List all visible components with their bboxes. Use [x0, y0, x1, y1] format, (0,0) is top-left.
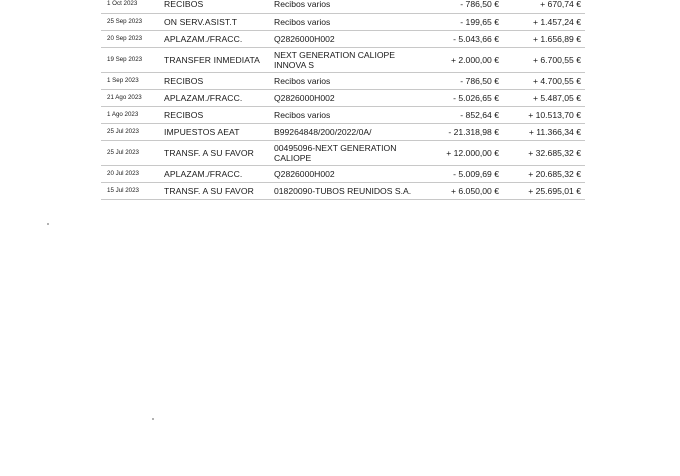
row-amount: - 199,65 €	[421, 13, 502, 30]
row-balance: + 6.700,55 €	[502, 47, 585, 72]
row-date: 25 Jul 2023	[101, 140, 164, 165]
row-detail: Recibos varios	[274, 13, 421, 30]
row-concept: TRANSFER INMEDIATA	[164, 47, 274, 72]
row-balance: + 25.695,01 €	[502, 182, 585, 199]
row-amount: - 5.026,65 €	[421, 89, 502, 106]
row-detail: Q2826000H002	[274, 30, 421, 47]
row-concept: APLAZAM./FRACC.	[164, 89, 274, 106]
row-amount: + 2.000,00 €	[421, 47, 502, 72]
scan-speck	[152, 418, 154, 420]
table-row	[101, 140, 585, 165]
row-concept: TRANSF. A SU FAVOR	[164, 140, 274, 165]
row-date: 1 Ago 2023	[101, 106, 164, 123]
row-detail: 00495096-NEXT GENERATION CALIOPE	[274, 140, 421, 165]
row-amount: + 12.000,00 €	[421, 140, 502, 165]
table-row	[101, 89, 585, 106]
row-concept: RECIBOS	[164, 72, 274, 89]
row-detail: Recibos varios	[274, 106, 421, 123]
row-balance: + 5.487,05 €	[502, 89, 585, 106]
row-balance: + 32.685,32 €	[502, 140, 585, 165]
row-amount: - 21.318,98 €	[421, 123, 502, 140]
row-date: 1 Oct 2023	[101, 0, 164, 13]
row-amount: - 786,50 €	[421, 0, 502, 13]
row-balance: + 1.457,24 €	[502, 13, 585, 30]
scan-speck	[47, 223, 49, 225]
table-row	[101, 47, 585, 72]
row-balance: + 670,74 €	[502, 0, 585, 13]
table-row	[101, 0, 585, 13]
row-concept: ON SERV.ASIST.T	[164, 13, 274, 30]
row-concept: RECIBOS	[164, 106, 274, 123]
row-concept: RECIBOS	[164, 0, 274, 13]
row-detail: Q2826000H002	[274, 89, 421, 106]
row-amount: - 5.043,66 €	[421, 30, 502, 47]
row-detail: 01820090-TUBOS REUNIDOS S.A.	[274, 182, 421, 199]
row-detail: Recibos varios	[274, 0, 421, 13]
row-date: 20 Jul 2023	[101, 165, 164, 182]
row-detail: Q2826000H002	[274, 165, 421, 182]
transactions-body	[101, 0, 585, 199]
row-amount: - 786,50 €	[421, 72, 502, 89]
row-balance: + 4.700,55 €	[502, 72, 585, 89]
row-concept: APLAZAM./FRACC.	[164, 30, 274, 47]
row-balance: + 1.656,89 €	[502, 30, 585, 47]
row-balance: + 11.366,34 €	[502, 123, 585, 140]
row-date: 15 Jul 2023	[101, 182, 164, 199]
table-row	[101, 106, 585, 123]
row-balance: + 10.513,70 €	[502, 106, 585, 123]
row-balance: + 20.685,32 €	[502, 165, 585, 182]
row-concept: APLAZAM./FRACC.	[164, 165, 274, 182]
row-detail: NEXT GENERATION CALIOPE INNOVA S	[274, 47, 421, 72]
row-date: 21 Ago 2023	[101, 89, 164, 106]
transactions-table	[101, 0, 585, 200]
row-amount: + 6.050,00 €	[421, 182, 502, 199]
row-date: 25 Sep 2023	[101, 13, 164, 30]
table-row	[101, 123, 585, 140]
row-date: 19 Sep 2023	[101, 47, 164, 72]
table-row	[101, 30, 585, 47]
table-row	[101, 182, 585, 199]
row-date: 1 Sep 2023	[101, 72, 164, 89]
table-row	[101, 165, 585, 182]
row-date: 25 Jul 2023	[101, 123, 164, 140]
row-concept: TRANSF. A SU FAVOR	[164, 182, 274, 199]
row-detail: Recibos varios	[274, 72, 421, 89]
table-row	[101, 13, 585, 30]
table-row	[101, 72, 585, 89]
row-amount: - 5.009,69 €	[421, 165, 502, 182]
row-date: 20 Sep 2023	[101, 30, 164, 47]
row-amount: - 852,64 €	[421, 106, 502, 123]
row-concept: IMPUESTOS AEAT	[164, 123, 274, 140]
row-detail: B99264848/200/2022/0A/	[274, 123, 421, 140]
